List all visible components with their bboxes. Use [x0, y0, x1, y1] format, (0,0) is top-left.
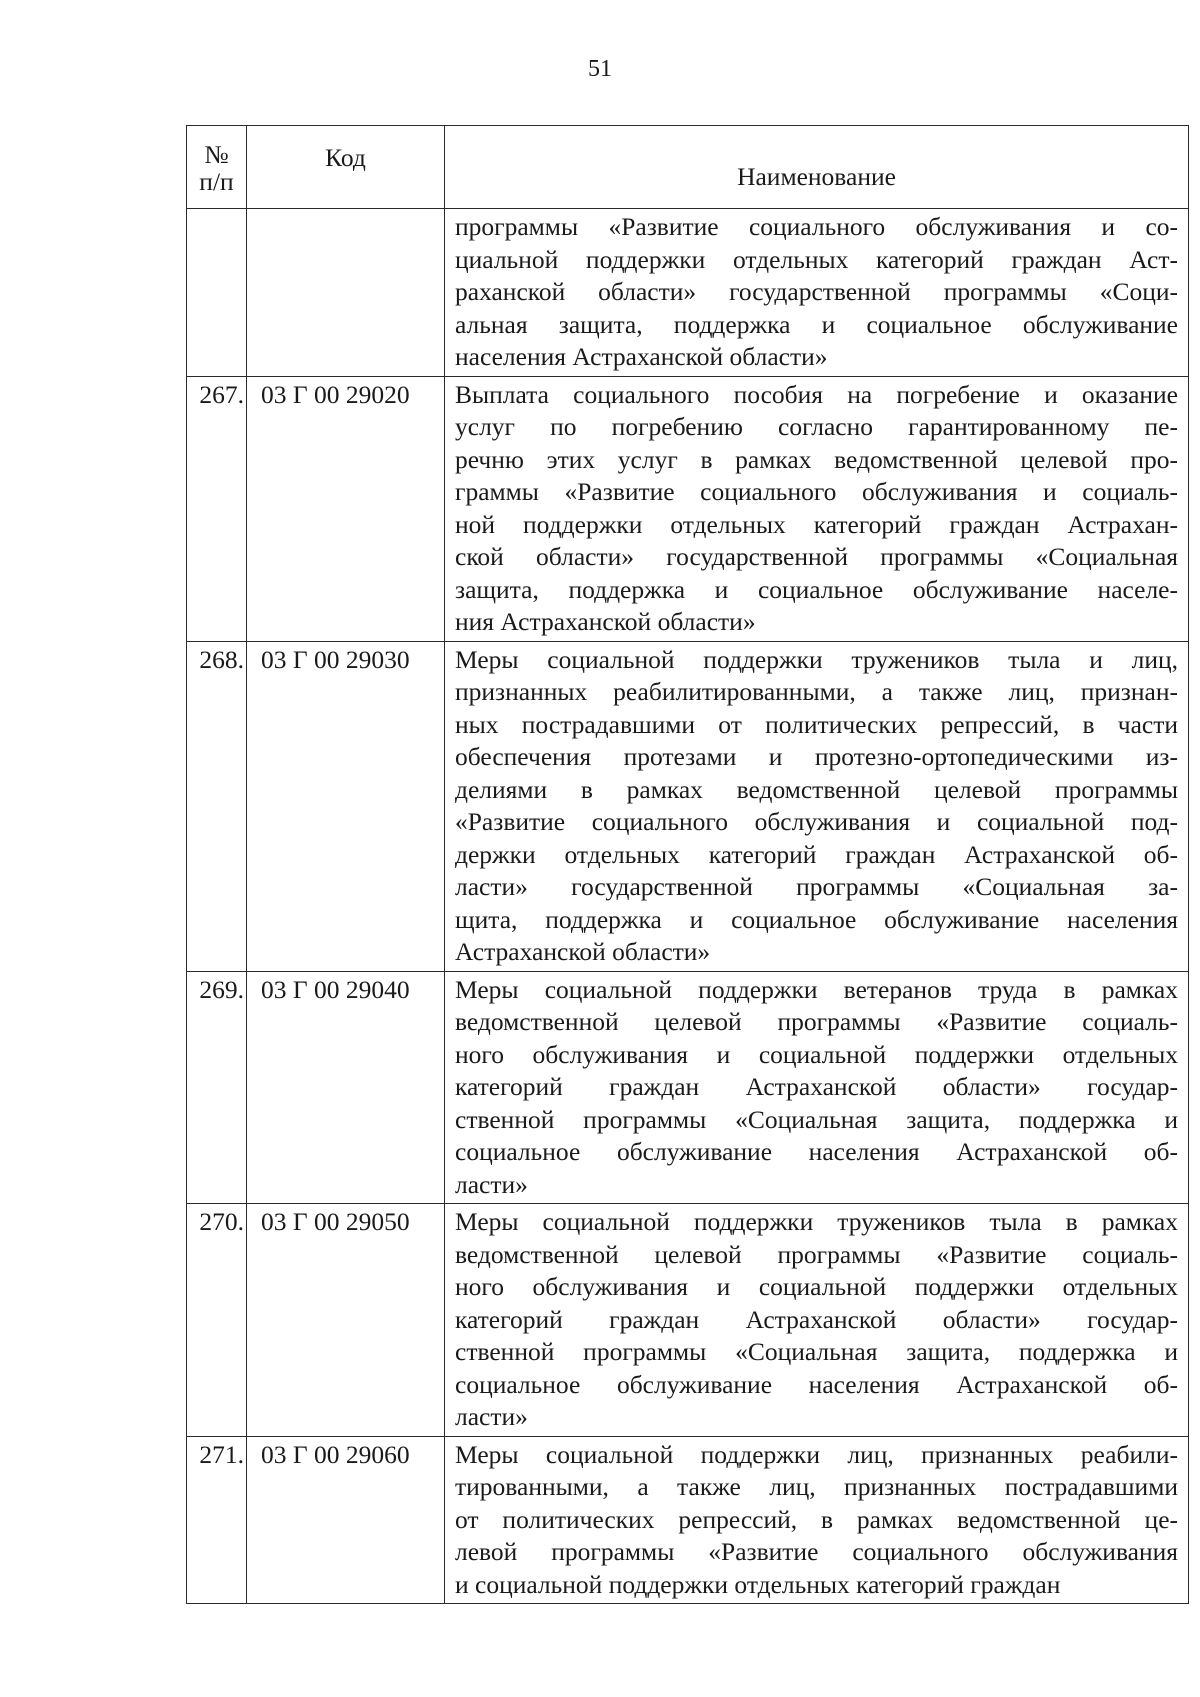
name-line: услуг по погребению согласно гарантированному пе-	[455, 412, 1178, 441]
name-line: щита, поддержка и социальное обслуживание населения	[455, 904, 1178, 934]
page-number: 51	[588, 56, 612, 82]
name-line: речню этих услуг в рамках ведомственной целевой про-	[455, 444, 1178, 474]
row-name	[445, 1436, 1189, 1604]
name-line: ведомственной целевой программы «Развитие социаль-	[455, 1007, 1178, 1036]
name-line: ного обслуживания и социальной поддержки отдельных	[455, 1272, 1178, 1301]
table-row	[187, 1204, 1189, 1437]
name-line: раханской области» государственной программы «Соци-	[455, 277, 1178, 306]
name-line: ния Астраханской области»	[455, 607, 756, 636]
name-line: ской области» государственной программы «Социальная	[455, 542, 1178, 571]
table-row	[187, 209, 1189, 377]
name-line: программы «Развитие социального обслуживания и со-	[455, 212, 1178, 241]
name-line: Меры социальной поддержки тружеников тыла и лиц,	[455, 644, 1178, 674]
row-name	[445, 209, 1189, 377]
name-line: ных пострадавшими от политических репрессий, в части	[455, 709, 1178, 739]
row-number: 271.	[187, 1436, 247, 1604]
table-row	[187, 376, 1189, 641]
name-line: делиями в рамках ведомственной целевой программы	[455, 774, 1178, 804]
name-line: тированными, а также лиц, признанных пострадавшими	[455, 1472, 1178, 1501]
name-line: категорий граждан Астраханской области» государ-	[455, 1304, 1178, 1334]
name-line: альная защита, поддержка и социальное обслуживание	[455, 309, 1178, 339]
name-line: защита, поддержка и социальное обслуживание населе-	[455, 574, 1178, 604]
row-name	[445, 641, 1189, 971]
row-number: 269.	[187, 971, 247, 1204]
name-line: ной поддержки отдельных категорий граждан Астрахан-	[455, 509, 1178, 539]
name-line: ласти»	[455, 1402, 528, 1431]
classification-table	[186, 125, 1189, 1604]
row-code: 03 Г 00 29020	[247, 376, 445, 641]
row-number	[187, 209, 247, 377]
name-line: левой программы «Развитие социального обслуживания	[455, 1537, 1178, 1566]
name-line: признанных реабилитированными, а также лиц, признан-	[455, 677, 1178, 706]
name-line: населения Астраханской области»	[455, 342, 828, 371]
row-code: 03 Г 00 29040	[247, 971, 445, 1204]
name-line: Астраханской области»	[455, 937, 711, 966]
name-line: «Развитие социального обслуживания и социальной под-	[455, 807, 1178, 836]
name-line: категорий граждан Астраханской области» государ-	[455, 1072, 1178, 1101]
header-name: Наименование	[445, 126, 1189, 209]
row-name	[445, 376, 1189, 641]
name-line: Меры социальной поддержки тружеников тыла в рамках	[455, 1207, 1178, 1236]
table-row	[187, 971, 1189, 1204]
row-code: 03 Г 00 29050	[247, 1204, 445, 1437]
name-line: обеспечения протезами и протезно-ортопедическими из-	[455, 742, 1178, 771]
table-row	[187, 1436, 1189, 1604]
table-body	[187, 209, 1189, 1604]
name-line: ственной программы «Социальная защита, поддержка и	[455, 1337, 1178, 1366]
name-line: ственной программы «Социальная защита, поддержка и	[455, 1104, 1178, 1134]
row-number: 268.	[187, 641, 247, 971]
table-row	[187, 641, 1189, 971]
header-number: № п/п	[187, 126, 247, 209]
row-code: 03 Г 00 29060	[247, 1436, 445, 1604]
name-line: граммы «Развитие социального обслуживания и социаль-	[455, 477, 1178, 506]
name-line: Меры социальной поддержки ветеранов труда в рамках	[455, 974, 1178, 1004]
name-line: ведомственной целевой программы «Развитие социаль-	[455, 1239, 1178, 1269]
name-line: держки отдельных категорий граждан Астраханской об-	[455, 839, 1178, 869]
row-code	[247, 209, 445, 377]
name-line: социальное обслуживание населения Астраханской об-	[455, 1137, 1178, 1166]
row-number: 270.	[187, 1204, 247, 1437]
table-header-row	[187, 126, 1189, 209]
name-line: циальной поддержки отдельных категорий граждан Аст-	[455, 244, 1178, 274]
name-line: Выплата социального пособия на погребение и оказание	[455, 379, 1178, 409]
name-line: социальное обслуживание населения Астраханской об-	[455, 1369, 1178, 1399]
row-number: 267.	[187, 376, 247, 641]
row-code: 03 Г 00 29030	[247, 641, 445, 971]
row-name	[445, 1204, 1189, 1437]
name-line: и социальной поддержки отдельных категорий граждан	[455, 1569, 1061, 1599]
name-line: ласти»	[455, 1169, 528, 1199]
name-line: ного обслуживания и социальной поддержки отдельных	[455, 1039, 1178, 1069]
name-line: ласти» государственной программы «Социальная за-	[455, 872, 1178, 901]
row-name	[445, 971, 1189, 1204]
name-line: Меры социальной поддержки лиц, признанных реабили-	[455, 1439, 1178, 1469]
name-line: от политических репрессий, в рамках ведомственной це-	[455, 1504, 1178, 1534]
header-code: Код	[247, 126, 445, 209]
